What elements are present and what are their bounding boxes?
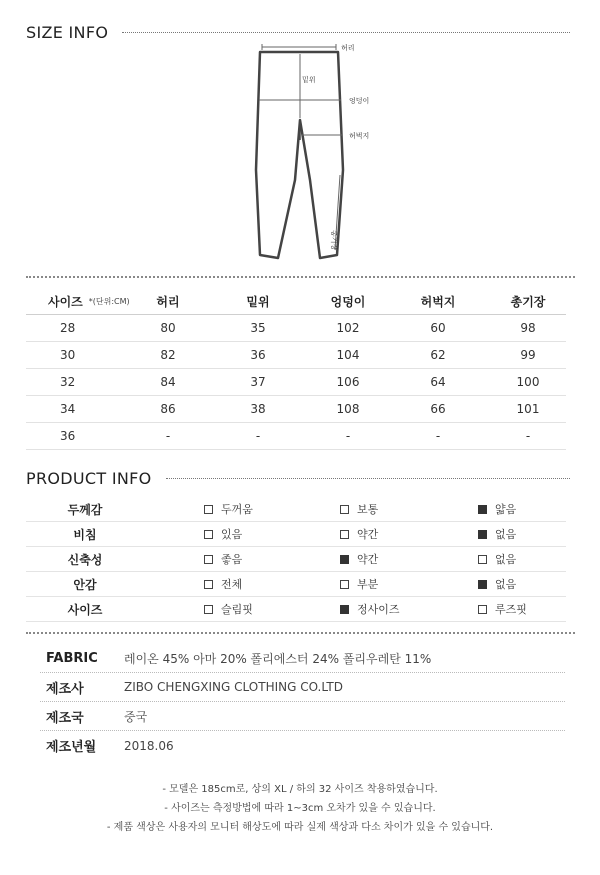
checkbox — [340, 530, 349, 539]
size-cell: 34 — [60, 402, 76, 416]
detail-value: 2018.06 — [124, 738, 174, 753]
value-cell: 62 — [430, 348, 446, 362]
value-cell: 102 — [336, 321, 360, 335]
value-cell: 108 — [336, 402, 360, 416]
size-info-title: SIZE INFO — [26, 22, 109, 42]
option — [204, 547, 242, 571]
option-label: 약간 — [357, 553, 379, 566]
option — [340, 497, 378, 521]
product-row-lining — [26, 572, 566, 597]
table-row — [26, 342, 566, 369]
checkbox — [204, 555, 213, 564]
table-row — [26, 423, 566, 450]
product-info-divider — [26, 632, 575, 634]
value-cell: - — [435, 429, 441, 443]
value-cell: 82 — [160, 348, 176, 362]
note-line: - 모델은 185cm로, 상의 XL / 하의 32 사이즈 착용하였습니다. — [162, 784, 438, 795]
product-row-stretch — [26, 547, 566, 572]
value-cell: 66 — [430, 402, 446, 416]
note-line: - 제품 색상은 사용자의 모니터 해상도에 따라 실제 색상과 다소 차이가 있을 수 있습니다. — [106, 822, 494, 833]
unit-note: *(단위:CM) — [88, 296, 130, 306]
detail-row-manufacturer — [40, 673, 565, 702]
product-row-thickness — [26, 497, 566, 522]
product-details — [40, 644, 565, 760]
option-label: 있음 — [221, 528, 243, 541]
option — [204, 572, 242, 596]
option-label: 보통 — [357, 503, 379, 516]
notes — [0, 780, 600, 837]
option-label: 정사이즈 — [357, 603, 400, 616]
size-info-title-divider — [122, 32, 570, 33]
checkbox-checked — [478, 505, 487, 514]
option — [478, 522, 516, 546]
detail-label: FABRIC — [46, 650, 98, 666]
value-cell: - — [525, 429, 531, 443]
detail-value: 레이온 45% 아마 20% 폴리에스터 24% 폴리우레탄 11% — [124, 651, 432, 666]
value-cell: 106 — [336, 375, 360, 389]
detail-row-date — [40, 731, 565, 760]
option — [340, 547, 378, 571]
option — [478, 597, 527, 621]
option-label: 좋음 — [221, 553, 243, 566]
checkbox-checked — [340, 555, 349, 564]
product-row-label: 안감 — [73, 577, 97, 592]
product-row-fit — [26, 597, 566, 622]
value-cell: 36 — [250, 348, 266, 362]
table-row — [26, 315, 566, 342]
value-cell: 60 — [430, 321, 446, 335]
option-label: 전체 — [221, 578, 243, 591]
value-cell: 35 — [250, 321, 266, 335]
product-row-label: 신축성 — [67, 552, 103, 567]
diagram-label-rise: 밑위 — [302, 76, 316, 84]
value-cell: 38 — [250, 402, 266, 416]
detail-value: 중국 — [124, 709, 148, 724]
diagram-divider — [26, 276, 575, 278]
option-label: 없음 — [495, 578, 517, 591]
detail-row-country — [40, 702, 565, 731]
checkbox — [204, 605, 213, 614]
size-cell: 28 — [60, 321, 76, 335]
diagram-label-total-length: 총기장 — [330, 230, 338, 251]
option-label: 없음 — [495, 553, 517, 566]
value-cell: 100 — [516, 375, 540, 389]
option — [204, 522, 242, 546]
product-row-label: 사이즈 — [67, 602, 103, 617]
option — [478, 497, 516, 521]
checkbox-checked — [478, 530, 487, 539]
product-info-title: PRODUCT INFO — [26, 468, 152, 488]
value-cell: 86 — [160, 402, 176, 416]
value-cell: 80 — [160, 321, 176, 335]
value-cell: - — [255, 429, 261, 443]
option-label: 약간 — [357, 528, 379, 541]
checkbox-checked — [340, 605, 349, 614]
option — [340, 572, 378, 596]
col-header-rise: 밑위 — [246, 294, 270, 309]
product-row-sheerness — [26, 522, 566, 547]
option-label: 두꺼움 — [221, 503, 253, 516]
table-row — [26, 369, 566, 396]
checkbox — [204, 530, 213, 539]
checkbox — [478, 555, 487, 564]
detail-row-fabric — [40, 644, 565, 673]
detail-label: 제조년월 — [46, 740, 97, 755]
col-header-thigh: 허벅지 — [420, 294, 456, 309]
pants-measurement-diagram — [240, 40, 390, 270]
product-row-label: 두께감 — [67, 502, 103, 517]
option-label: 얇음 — [495, 503, 517, 516]
size-cell: 30 — [60, 348, 76, 362]
option-label: 없음 — [495, 528, 517, 541]
size-cell: 32 — [60, 375, 76, 389]
option — [478, 572, 516, 596]
checkbox — [204, 505, 213, 514]
option-label: 루즈핏 — [495, 603, 527, 616]
option — [340, 522, 378, 546]
option — [204, 597, 253, 621]
diagram-label-waist: 허리 — [341, 44, 355, 52]
value-cell: - — [165, 429, 171, 443]
option — [478, 547, 516, 571]
size-cell: 36 — [60, 429, 76, 443]
value-cell: 99 — [520, 348, 536, 362]
checkbox — [478, 605, 487, 614]
detail-label: 제조사 — [46, 681, 84, 697]
value-cell: 37 — [250, 375, 266, 389]
option-label: 슬림핏 — [221, 603, 253, 616]
diagram-label-thigh: 허벅지 — [349, 132, 370, 140]
checkbox-checked — [478, 580, 487, 589]
product-info-table — [26, 497, 566, 622]
option — [204, 497, 253, 521]
value-cell: - — [345, 429, 351, 443]
checkbox — [340, 505, 349, 514]
product-row-label: 비침 — [73, 527, 97, 542]
col-header-hip: 엉덩이 — [330, 294, 366, 309]
value-cell: 101 — [516, 402, 540, 416]
detail-value: ZIBO CHENGXING CLOTHING CO.LTD — [124, 680, 343, 694]
size-table-header — [26, 288, 566, 315]
checkbox — [204, 580, 213, 589]
value-cell: 98 — [520, 321, 536, 335]
detail-label: 제조국 — [46, 710, 84, 726]
table-row — [26, 396, 566, 423]
checkbox — [340, 580, 349, 589]
col-header-total-length: 총기장 — [510, 294, 546, 309]
product-info-title-divider — [166, 478, 570, 479]
col-header-waist: 허리 — [156, 294, 180, 309]
value-cell: 104 — [336, 348, 360, 362]
value-cell: 64 — [430, 375, 446, 389]
size-col-header — [48, 288, 130, 314]
option-label: 부분 — [357, 578, 379, 591]
size-table — [26, 288, 566, 450]
size-col-label: 사이즈 — [48, 294, 83, 309]
note-line: - 사이즈는 측정방법에 따라 1~3cm 오차가 있을 수 있습니다. — [164, 803, 436, 814]
option — [340, 597, 400, 621]
diagram-label-hip: 엉덩이 — [349, 97, 370, 105]
value-cell: 84 — [160, 375, 176, 389]
